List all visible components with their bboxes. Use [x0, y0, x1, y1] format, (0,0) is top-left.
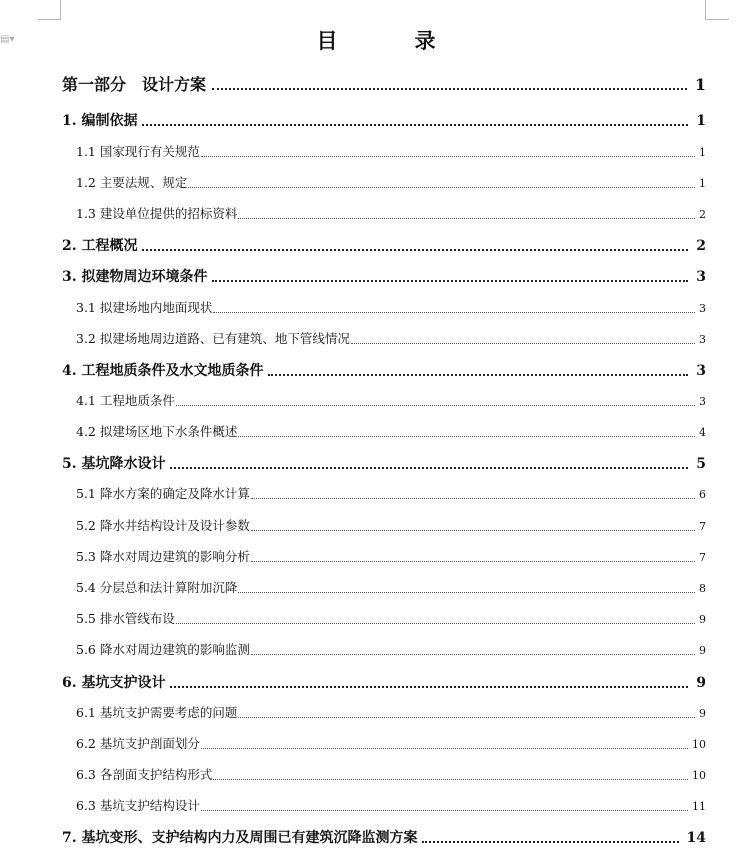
toc-entry[interactable] [76, 765, 706, 783]
toc-entry-page-number: 2 [699, 208, 706, 221]
toc-entry[interactable] [76, 796, 706, 814]
toc-dot-leader [212, 88, 687, 90]
toc-entry[interactable] [76, 391, 706, 409]
toc-dot-leader [238, 218, 695, 219]
toc-entry-title: 3.2 拟建场地周边道路、已有建筑、地下管线情况 [76, 331, 350, 346]
toc-entry-page-number: 1 [694, 75, 706, 94]
toc-dot-leader [170, 467, 689, 469]
toc-entry[interactable] [76, 609, 706, 627]
toc-dot-leader [268, 374, 689, 376]
toc-entry-title: 5.6 降水对周边建筑的影响监测 [76, 642, 250, 657]
toc-entry-page-number: 5 [696, 456, 706, 472]
toc-entry[interactable] [76, 734, 706, 752]
toc-entry[interactable] [76, 422, 706, 440]
toc-entry-page-number: 1 [699, 177, 706, 190]
toc-entry[interactable] [62, 827, 706, 847]
toc-entry[interactable] [76, 173, 706, 191]
toc-entry[interactable] [76, 516, 706, 534]
toc-entry[interactable] [76, 484, 706, 502]
toc-entry-page-number: 14 [686, 830, 706, 846]
toc-entry-title: 6.3 各剖面支护结构形式 [76, 767, 213, 782]
toc-entry-title: 7. 基坑变形、支护结构内力及周围已有建筑沉降监测方案 [62, 830, 418, 846]
toc-entry[interactable] [76, 298, 706, 316]
toc-entry-title: 1. 编制依据 [62, 113, 138, 129]
toc-entry-page-number: 11 [692, 800, 706, 813]
toc-entry-page-number: 10 [692, 738, 706, 751]
toc-dot-leader [142, 249, 689, 251]
toc-dot-leader [251, 654, 695, 655]
toc-entry[interactable] [76, 329, 706, 347]
toc-entry-page-number: 3 [699, 302, 706, 315]
toc-entry-page-number: 8 [699, 582, 706, 595]
toc-dot-leader [201, 748, 688, 749]
toc-entry-title: 3.1 拟建场地内地面现状 [76, 300, 213, 315]
toc-dot-leader [422, 841, 679, 843]
toc-dot-leader [238, 436, 695, 437]
toc-dot-leader [213, 312, 695, 313]
toc-entry-title: 4. 工程地质条件及水文地质条件 [62, 363, 264, 379]
toc-entry[interactable] [76, 204, 706, 222]
toc-dot-leader [213, 779, 688, 780]
toc-entry-title: 5.5 排水管线布设 [76, 611, 175, 626]
paragraph-options-icon[interactable]: ▤▾ [0, 34, 15, 45]
toc-title: 目 录 [316, 28, 464, 53]
toc-entry-page-number: 3 [699, 333, 706, 346]
toc-entry-title: 1.2 主要法规、规定 [76, 175, 188, 190]
toc-dot-leader [201, 810, 688, 811]
toc-entry[interactable] [62, 235, 706, 255]
toc-dot-leader [201, 156, 695, 157]
toc-entry-title: 6.1 基坑支护需要考虑的问题 [76, 705, 238, 720]
toc-entry-title: 5.4 分层总和法计算附加沉降 [76, 580, 238, 595]
toc-entry[interactable] [76, 640, 706, 658]
toc-entry-page-number: 3 [696, 269, 706, 285]
toc-dot-leader [176, 623, 695, 624]
toc-entry[interactable] [62, 360, 706, 380]
toc-entry-page-number: 9 [699, 613, 706, 626]
toc-entry-title: 1.1 国家现行有关规范 [76, 144, 200, 159]
toc-entry[interactable] [62, 453, 706, 473]
toc-entry-page-number: 2 [696, 238, 706, 254]
toc-entry-title: 5.1 降水方案的确定及降水计算 [76, 486, 250, 501]
toc-entry-page-number: 9 [699, 644, 706, 657]
toc-entry-title: 6.3 基坑支护结构设计 [76, 798, 200, 813]
toc-entry-title: 3. 拟建物周边环境条件 [62, 269, 208, 285]
toc-dot-leader [251, 530, 695, 531]
toc-dot-leader [351, 343, 695, 344]
toc-entry[interactable] [76, 142, 706, 160]
toc-entry[interactable] [76, 578, 706, 596]
toc-dot-leader [251, 561, 695, 562]
toc-entry-title: 5.2 降水井结构设计及设计参数 [76, 518, 250, 533]
toc-dot-leader [170, 686, 689, 688]
toc-entry-page-number: 4 [699, 426, 706, 439]
toc-entry[interactable] [76, 547, 706, 565]
toc-dot-leader [142, 124, 689, 126]
toc-entry-title: 6. 基坑支护设计 [62, 675, 166, 691]
toc-entry[interactable] [62, 672, 706, 692]
toc-entry-page-number: 7 [699, 520, 706, 533]
toc-dot-leader [188, 187, 695, 188]
toc-entry-title: 第一部分 设计方案 [62, 75, 207, 94]
toc-entry-title: 5. 基坑降水设计 [62, 456, 166, 472]
toc-entry-page-number: 3 [699, 395, 706, 408]
toc-entry-page-number: 9 [699, 707, 706, 720]
toc-entry[interactable] [62, 72, 706, 95]
toc-dot-leader [176, 405, 695, 406]
toc-entry[interactable] [62, 110, 706, 130]
toc-entry-title: 2. 工程概况 [62, 238, 138, 254]
toc-entry-title: 4.2 拟建场区地下水条件概述 [76, 424, 238, 439]
toc-entry[interactable] [62, 266, 706, 286]
toc-entry-page-number: 1 [699, 146, 706, 159]
toc-entry-title: 1.3 建设单位提供的招标资料 [76, 206, 238, 221]
toc-entry-page-number: 7 [699, 551, 706, 564]
toc-entry[interactable] [76, 703, 706, 721]
toc-dot-leader [212, 280, 689, 282]
toc-entry-title: 5.3 降水对周边建筑的影响分析 [76, 549, 250, 564]
toc-entry-page-number: 3 [696, 363, 706, 379]
toc-dot-leader [238, 717, 695, 718]
toc-dot-leader [251, 498, 695, 499]
toc-entry-page-number: 1 [696, 113, 706, 129]
toc-entry-title: 6.2 基坑支护剖面划分 [76, 736, 200, 751]
toc-entry-title: 4.1 工程地质条件 [76, 393, 175, 408]
toc-entry-page-number: 6 [699, 488, 706, 501]
toc-entry-page-number: 10 [692, 769, 706, 782]
toc-dot-leader [238, 592, 695, 593]
toc-entry-page-number: 9 [696, 675, 706, 691]
